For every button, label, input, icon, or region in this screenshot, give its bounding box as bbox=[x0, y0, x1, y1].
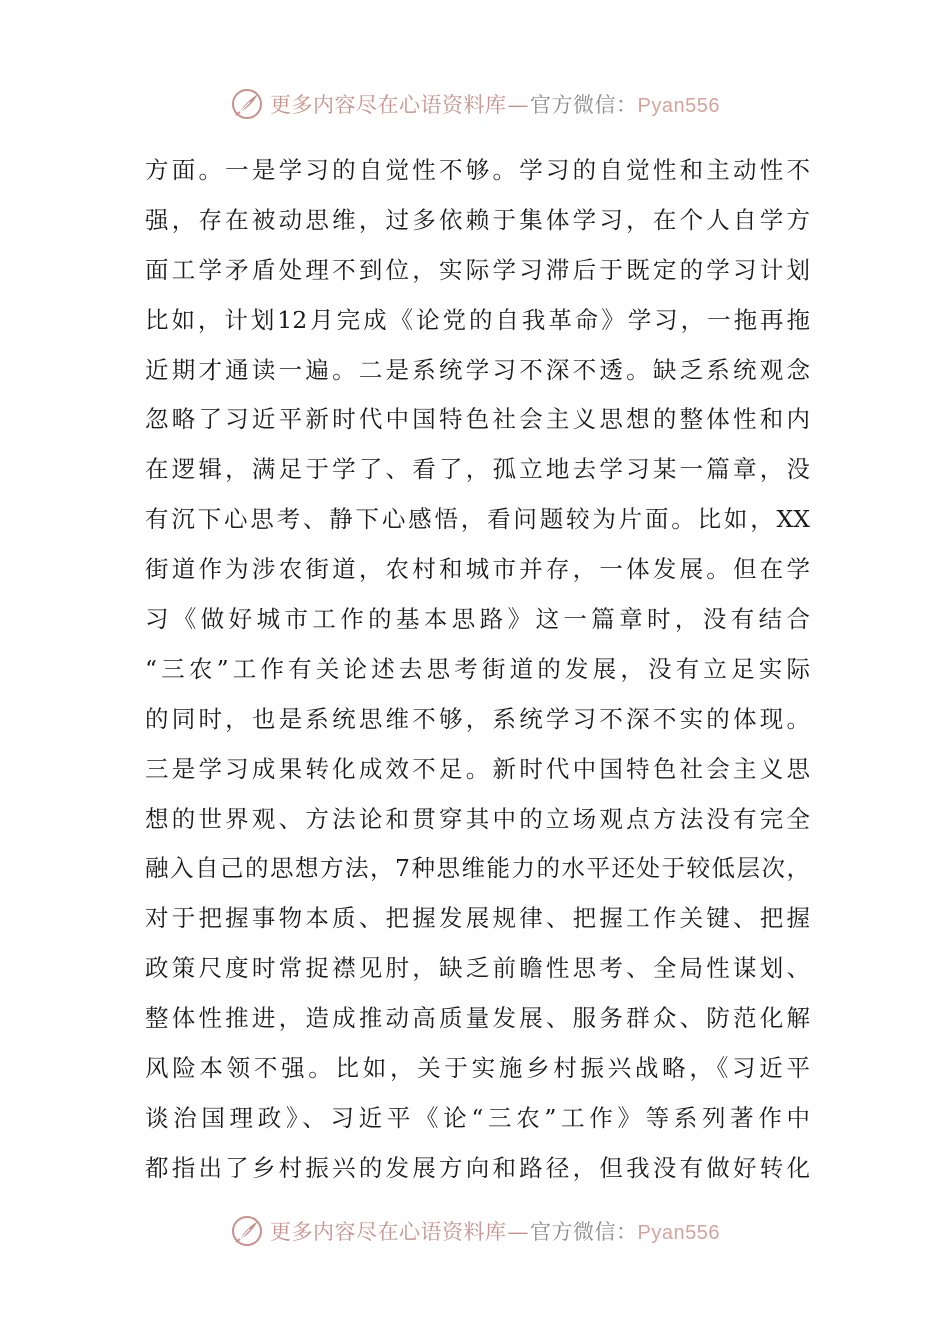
watermark-label: 官方微信： bbox=[530, 93, 638, 117]
text-line: 比如，计划12月完成《论党的自我革命》学习，一拖再拖 bbox=[145, 305, 810, 334]
feather-quill-icon bbox=[230, 87, 264, 121]
text-line: 方面。一是学习的自觉性不够。学习的自觉性和主动性不 bbox=[145, 156, 810, 184]
text-line: 近期才通读一遍。二是系统学习不深不透。缺乏系统观念 bbox=[145, 355, 810, 384]
watermark-footer bbox=[0, 1211, 950, 1251]
text-line: 融入自己的思想方法，7种思维能力的水平还处于较低层次， bbox=[145, 854, 810, 883]
watermark-label: 官方微信： bbox=[530, 1220, 638, 1244]
feather-quill-icon bbox=[230, 1214, 264, 1248]
text-line: 风险本领不强。比如，关于实施乡村振兴战略，《习近平 bbox=[145, 1054, 810, 1083]
text-line: 都指出了乡村振兴的发展方向和路径，但我没有做好转化 bbox=[145, 1153, 810, 1182]
text-line: 三是学习成果转化成效不足。新时代中国特色社会主义思 bbox=[145, 754, 810, 783]
text-line: 谈治国理政》、习近平《论“三农”工作》等系列著作中 bbox=[145, 1103, 810, 1132]
text-line: 在逻辑，满足于学了、看了，孤立地去学习某一篇章，没 bbox=[145, 455, 810, 484]
watermark-wechat-id: Pyan556 bbox=[637, 95, 720, 117]
text-line: 想的世界观、方法论和贯穿其中的立场观点方法没有完全 bbox=[145, 804, 810, 833]
watermark-separator: — bbox=[507, 1220, 530, 1244]
watermark-wechat-id: Pyan556 bbox=[637, 1222, 720, 1244]
watermark-brand: 更多内容尽在心语资料库 bbox=[270, 93, 507, 117]
watermark-text bbox=[270, 1216, 720, 1246]
text-line: 的同时，也是系统思维不够，系统学习不深不实的体现。 bbox=[145, 704, 810, 733]
text-line: 整体性推进，造成推动高质量发展、服务群众、防范化解 bbox=[145, 1004, 810, 1033]
watermark-separator: — bbox=[507, 93, 530, 117]
watermark-text bbox=[270, 89, 720, 119]
text-line: “三农”工作有关论述去思考街道的发展，没有立足实际 bbox=[145, 654, 810, 683]
body-paragraph bbox=[145, 150, 810, 1198]
text-line: 习《做好城市工作的基本思路》这一篇章时，没有结合 bbox=[145, 605, 810, 634]
text-line: 政策尺度时常捉襟见肘，缺乏前瞻性思考、全局性谋划、 bbox=[145, 954, 810, 983]
text-line: 街道作为涉农街道，农村和城市并存，一体发展。但在学 bbox=[145, 555, 810, 584]
watermark-brand: 更多内容尽在心语资料库 bbox=[270, 1220, 507, 1244]
text-line: 忽略了习近平新时代中国特色社会主义思想的整体性和内 bbox=[145, 405, 810, 434]
text-line: 有沉下心思考、静下心感悟，看问题较为片面。比如，XX bbox=[145, 505, 810, 534]
text-line: 面工学矛盾处理不到位，实际学习滞后于既定的学习计划 bbox=[145, 255, 810, 284]
text-line: 强，存在被动思维，过多依赖于集体学习，在个人自学方 bbox=[145, 205, 810, 234]
watermark-header bbox=[0, 84, 950, 124]
text-line: 对于把握事物本质、把握发展规律、把握工作关键、把握 bbox=[145, 904, 810, 933]
